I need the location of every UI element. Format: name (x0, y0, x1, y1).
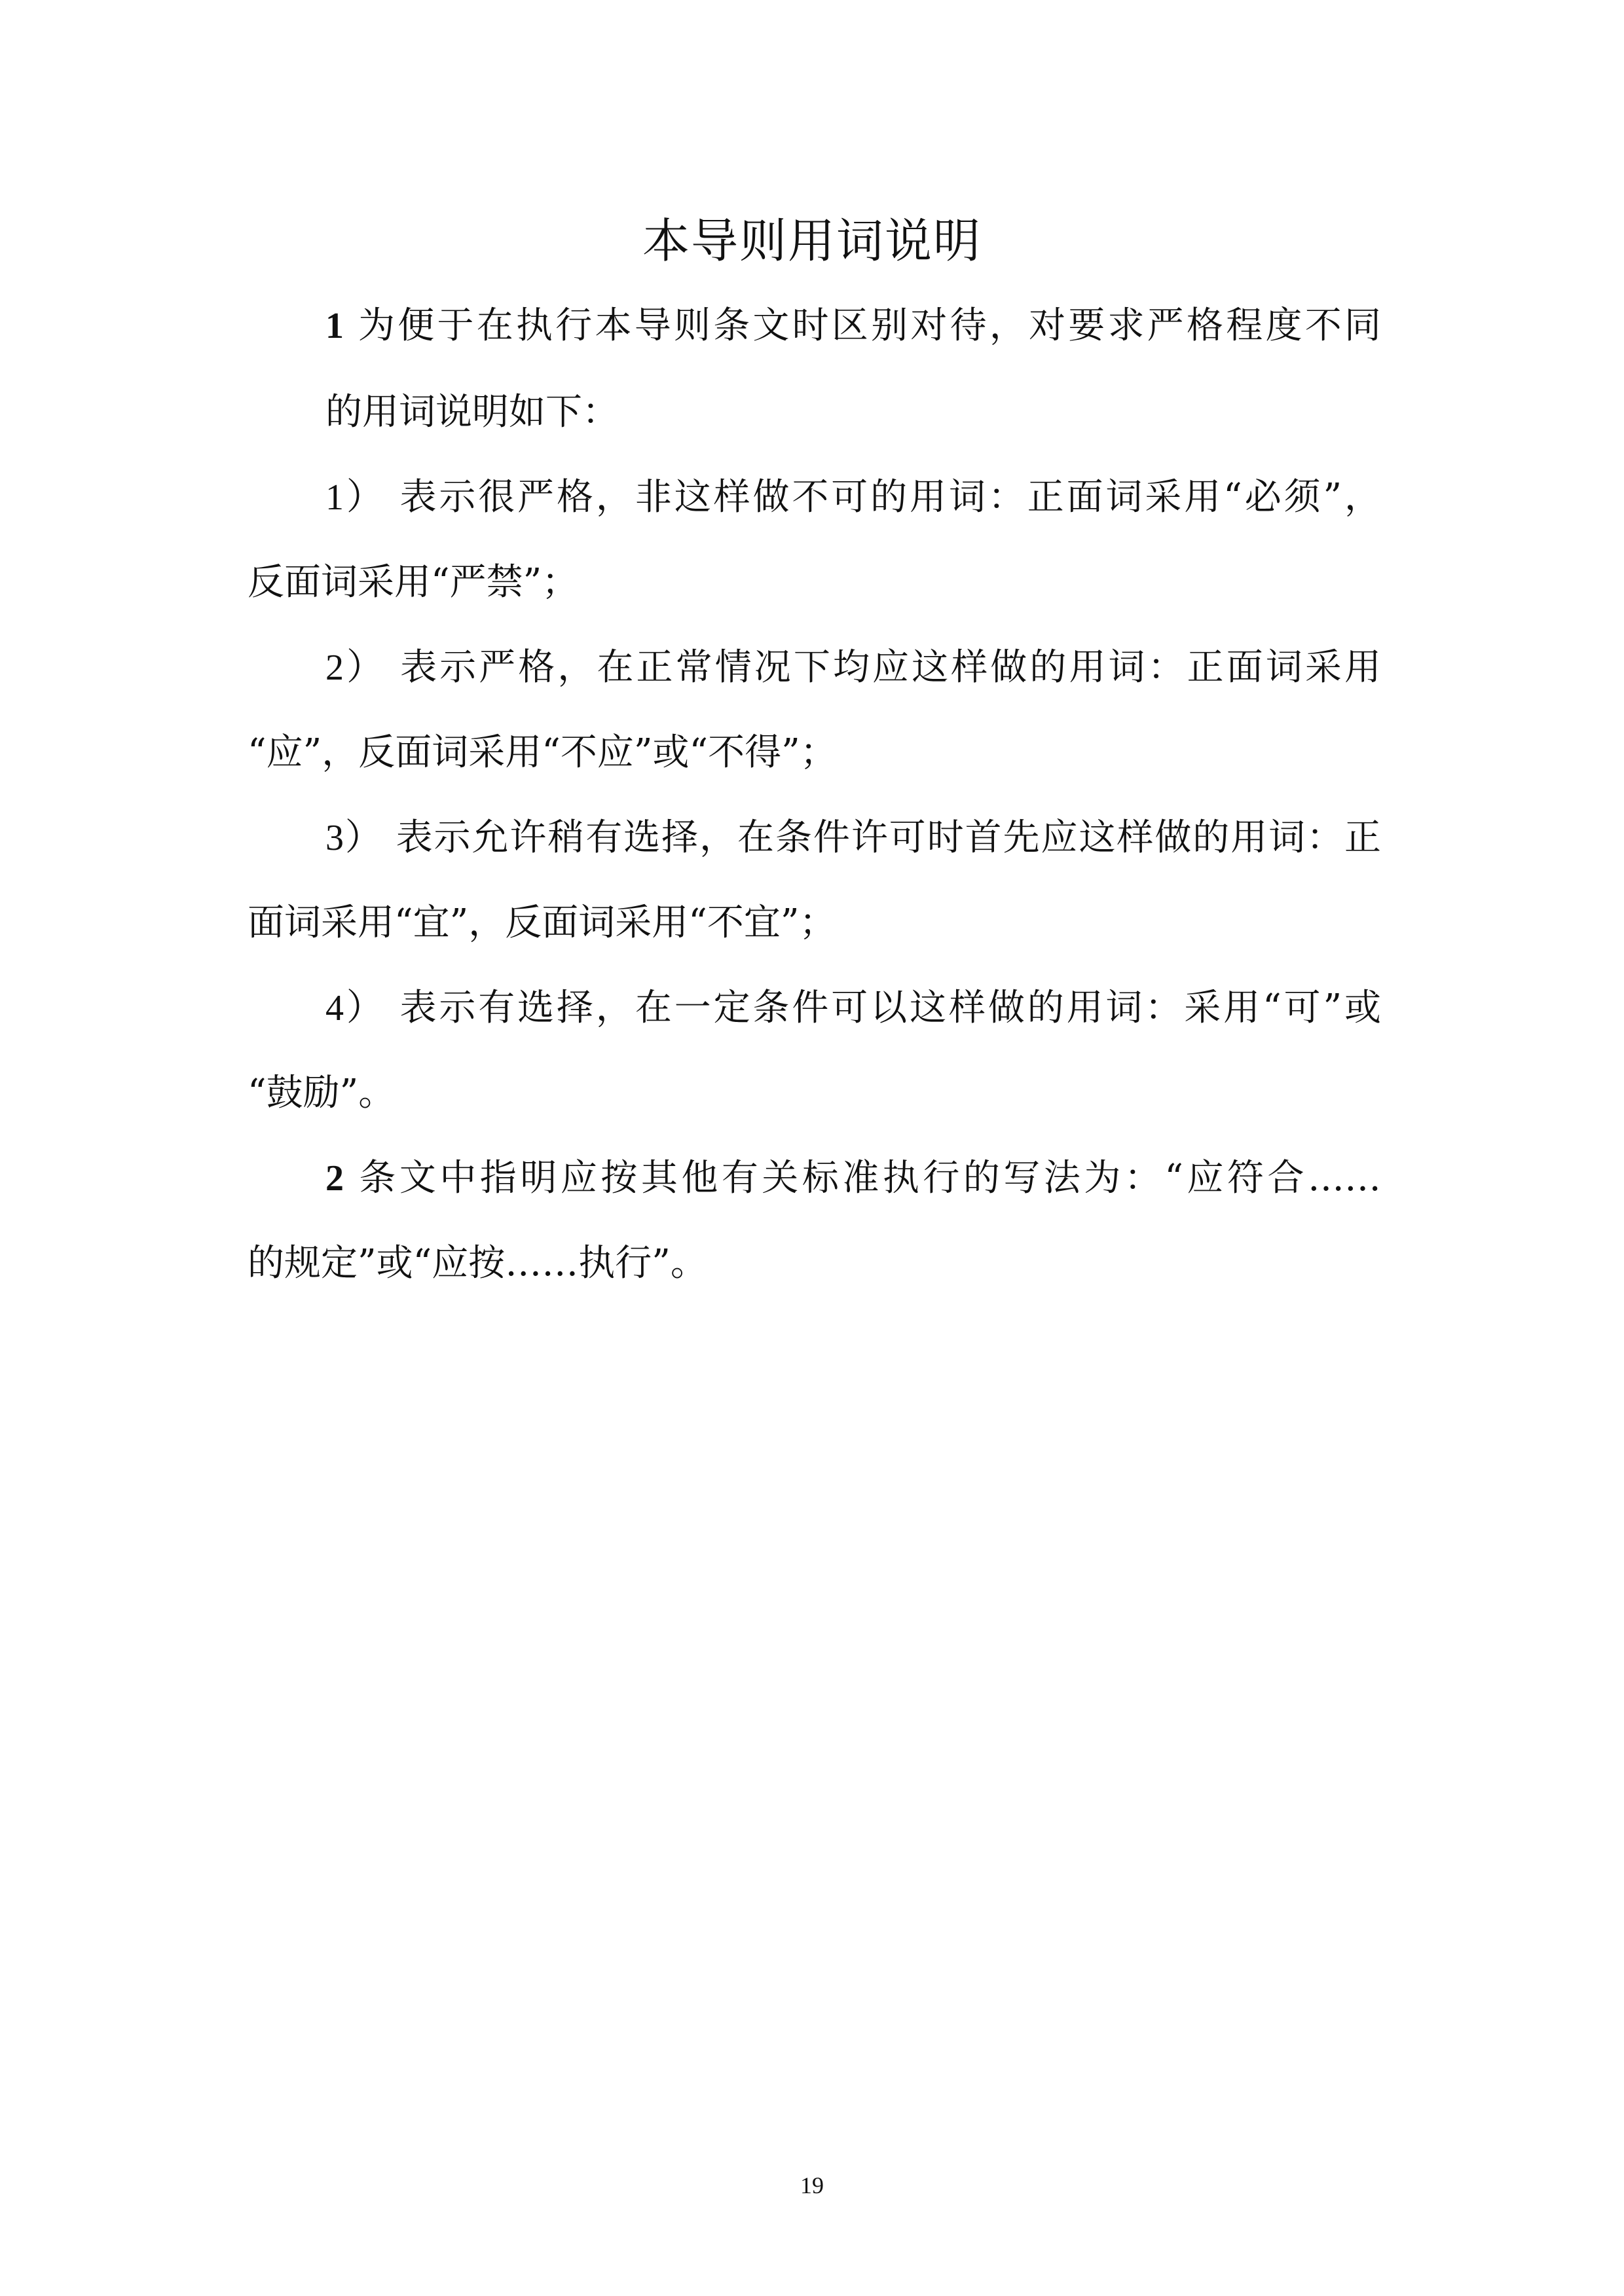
sub-item-4-line-2: “鼓励”。 (248, 1072, 396, 1114)
sub-item-1-line-1 (325, 471, 1381, 524)
sub-item-text: 表示很严格，非这样做不可的用词：正面词采用“必须”， (399, 476, 1381, 519)
item-number: 2 (325, 1158, 344, 1199)
item-number: 1 (325, 306, 344, 346)
item-2-line-1 (325, 1152, 1381, 1205)
sub-item-number: 3） (325, 818, 383, 858)
sub-item-2-line-2: “应”，反面词采用“不应”或“不得”； (248, 731, 837, 774)
item-2-line-2: 的规定”或“应按……执行”。 (248, 1242, 707, 1285)
sub-item-number: 2） (325, 647, 386, 688)
sub-item-1-line-2: 反面词采用“严禁”； (248, 561, 579, 604)
sub-item-text: 表示允许稍有选择，在条件许可时首先应这样做的用词：正 (396, 816, 1382, 859)
sub-item-text: 表示严格，在正常情况下均应这样做的用词：正面词采用 (400, 646, 1382, 689)
page-title: 本导则用词说明 (642, 213, 982, 268)
sub-item-3-line-2: 面词采用“宜”，反面词采用“不宜”； (248, 902, 836, 944)
sub-item-3-line-1 (325, 812, 1381, 864)
item-text: 为便于在执行本导则条文时区别对待，对要求严格程度不同 (358, 304, 1381, 347)
sub-item-number: 1） (325, 477, 386, 518)
page-number: 19 (800, 2172, 824, 2198)
item-1-line-2: 的用词说明如下： (325, 391, 619, 433)
sub-item-number: 4） (325, 988, 386, 1029)
sub-item-2-line-1 (325, 642, 1381, 694)
sub-item-4-line-1 (325, 982, 1381, 1034)
sub-item-text: 表示有选择，在一定条件可以这样做的用词：采用“可”或 (399, 987, 1381, 1029)
item-text: 条文中指明应按其他有关标准执行的写法为：“应符合…… (359, 1157, 1381, 1199)
item-1-line-1 (325, 300, 1381, 352)
